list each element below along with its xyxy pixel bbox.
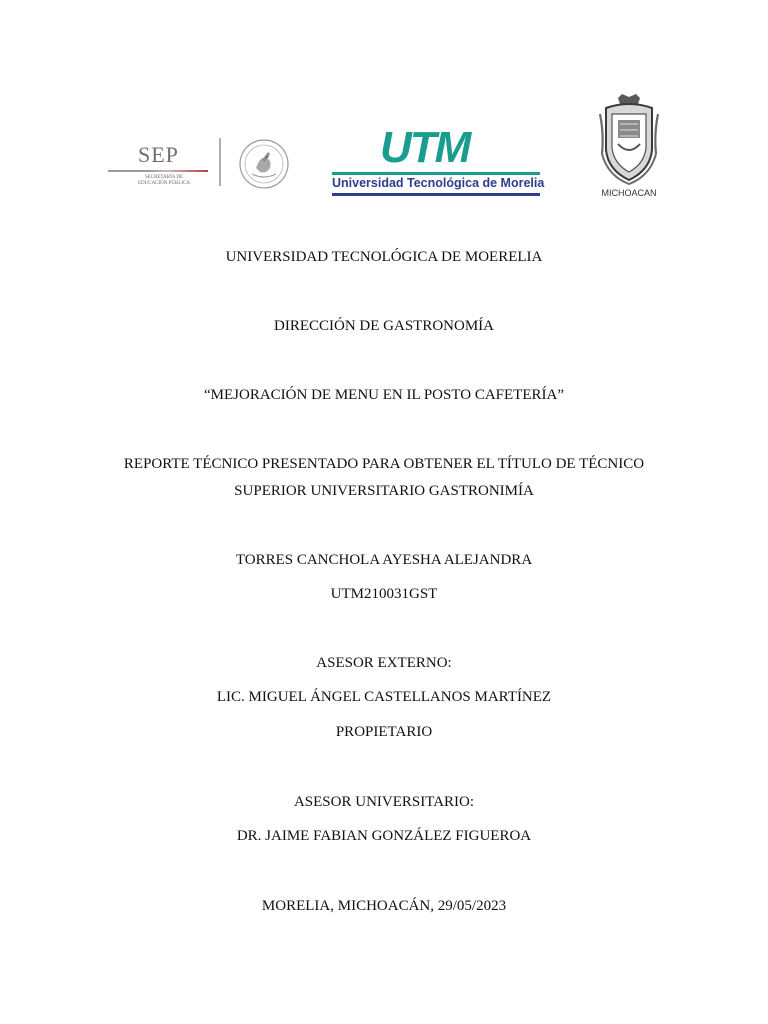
student-name: TORRES CANCHOLA AYESHA ALEJANDRA [235, 552, 533, 568]
project-title: “MEJORACIÓN DE MENU EN IL POSTO CAFETERÍA” [204, 387, 564, 403]
university-advisor-name: DR. JAIME FABIAN GONZÁLEZ FIGUEROA [236, 828, 532, 844]
place-and-date: MORELIA, MICHOACÁN, 29/05/2023 [261, 898, 507, 914]
report-description-line-1: REPORTE TÉCNICO PRESENTADO PARA OBTENER EL TÍTULO DE TÉCNICO [123, 456, 645, 472]
logo-header [0, 90, 768, 210]
sep-logo [108, 142, 212, 190]
utm-logo-mark: UTM [380, 123, 470, 172]
utm-logo-name: Universidad Tecnológica de Morelia [332, 176, 545, 190]
external-advisor-label: ASESOR EXTERNO: [316, 655, 452, 671]
mexico-seal-icon [238, 138, 290, 190]
sep-logo-text: SEP [138, 142, 179, 167]
michoacan-crest-icon [598, 94, 660, 186]
report-description-line-2: SUPERIOR UNIVERSITARIO GASTRONIMÍA [234, 483, 534, 499]
sep-logo-rule [108, 170, 208, 172]
external-advisor-role: PROPIETARIO [335, 724, 433, 740]
michoacan-crest [598, 94, 660, 198]
utm-logo-rule-top [332, 172, 540, 175]
student-id: UTM210031GST [330, 586, 438, 602]
michoacan-crest-label: MICHOACAN [601, 188, 657, 198]
logo-divider [219, 138, 221, 186]
university-advisor-label: ASESOR UNIVERSITARIO: [293, 794, 475, 810]
direction-name: DIRECCIÓN DE GASTRONOMÍA [274, 318, 494, 334]
university-name: UNIVERSIDAD TECNOLÓGICA DE MOERELIA [225, 249, 543, 265]
external-advisor-name: LIC. MIGUEL ÁNGEL CASTELLANOS MARTÍNEZ [216, 689, 552, 705]
sep-logo-subtitle: SECRETARÍA DE EDUCACIÓN PÚBLICA [137, 175, 191, 186]
utm-logo-rule-bottom [332, 193, 540, 196]
utm-logo [332, 123, 545, 198]
